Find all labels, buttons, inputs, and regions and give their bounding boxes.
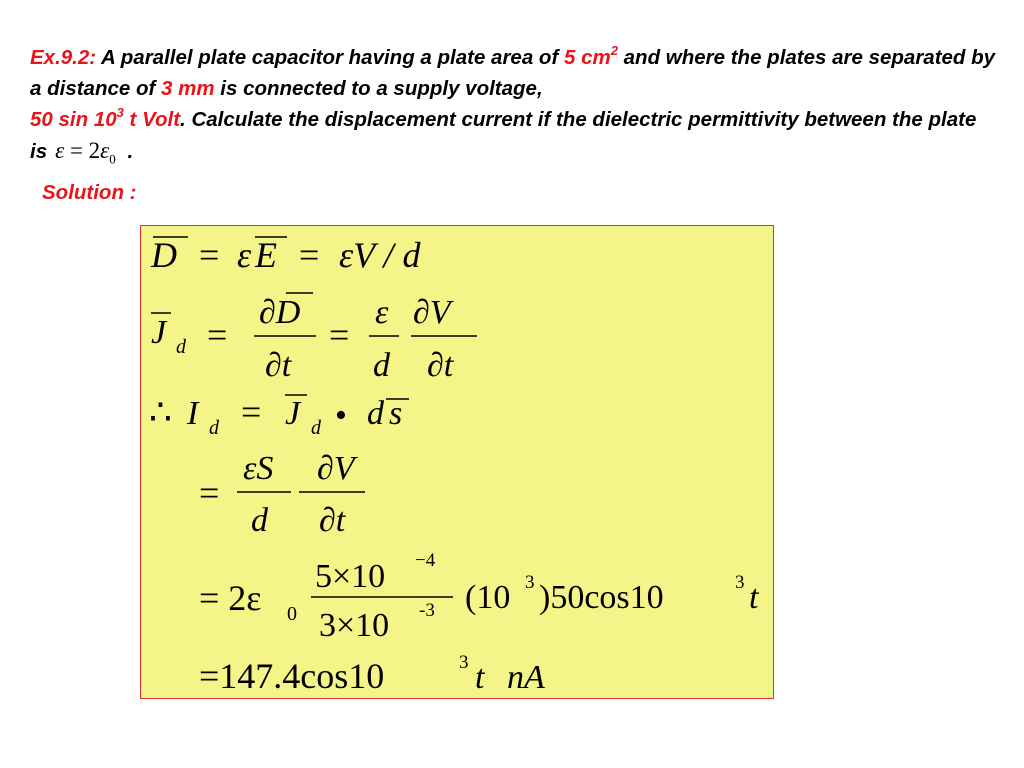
time-variable: t <box>475 659 485 696</box>
d-denominator: d <box>373 347 390 384</box>
problem-text-3: is connected to a supply voltage, <box>214 77 543 100</box>
partial-v-numerator: ∂V <box>317 450 355 487</box>
unit-na: nA <box>507 659 545 696</box>
equals-sign: = <box>199 235 220 275</box>
equals-sign: = <box>329 315 350 355</box>
equals-sign: = <box>299 235 320 275</box>
solution-equations <box>141 226 775 700</box>
partial-t-denominator: ∂t <box>265 347 292 384</box>
equals-sign: = <box>241 392 262 432</box>
problem-statement <box>30 42 1000 175</box>
supply-voltage-value: 50 $\sin 10^3$ t Volt <box>30 105 181 131</box>
problem-text-1: A parallel plate capacitor having a plate area of <box>96 46 564 69</box>
equation-line-3 <box>149 392 409 439</box>
epsilon-numerator: ε <box>375 294 389 331</box>
d-vector: D <box>151 235 177 275</box>
partial-t-denominator: ∂t <box>427 347 454 384</box>
equation-line-6 <box>199 652 545 696</box>
d-denominator: d <box>251 502 268 539</box>
distance-denominator: 3×10 <box>319 607 390 644</box>
solution-label: Solution : <box>42 181 137 204</box>
omega-factor: (10 <box>465 579 511 616</box>
amplitude-cos-term: )50cos10 <box>539 579 664 616</box>
cos-exponent: 3 <box>735 572 745 593</box>
subscript-d: d <box>176 336 186 358</box>
partial-v-numerator: ∂V <box>413 294 451 331</box>
equals-sign: = <box>207 315 228 355</box>
denominator-exponent: -3 <box>419 600 435 621</box>
equation-line-1 <box>150 235 422 275</box>
subscript-zero: 0 <box>287 603 297 625</box>
subscript-d: d <box>311 417 321 439</box>
equals-sign: = <box>199 473 220 513</box>
j-vector: J <box>151 314 167 351</box>
differential-d: d <box>367 395 384 432</box>
eps-s-numerator: εS <box>243 450 274 487</box>
separation-value: 3 mm <box>161 77 215 100</box>
numerator-exponent: −4 <box>415 550 436 571</box>
equation-line-5 <box>199 550 760 644</box>
result-value: =147.4cos10 <box>199 656 385 696</box>
solution-box <box>140 225 774 699</box>
equation-line-4 <box>199 450 365 539</box>
omega-exponent: 3 <box>525 572 535 593</box>
therefore-symbol: ∴ <box>149 392 172 432</box>
example-label: Ex.9.2: <box>30 46 97 69</box>
partial-d-numerator: ∂D <box>259 294 301 331</box>
j-vector: J <box>285 395 301 432</box>
epsilon-symbol: ε <box>237 235 252 275</box>
e-vector: E <box>255 235 277 275</box>
problem-text-4: . Calculate the displacement current if the dielectric permittivity between the plate is <box>30 108 977 163</box>
area-numerator: 5×10 <box>315 558 386 595</box>
partial-t-denominator: ∂t <box>319 502 346 539</box>
s-vector: s <box>389 395 403 432</box>
plate-area-value: 5 $cm^2$ <box>563 43 618 69</box>
permittivity-equation: $\varepsilon = 2\varepsilon_0$ <box>55 138 116 167</box>
problem-text-5: . <box>121 140 134 163</box>
problem-text-2: and where the plates are separated by a distance of <box>30 46 996 100</box>
two-epsilon-term: = 2ε <box>199 578 262 618</box>
time-variable: t <box>749 579 759 616</box>
dot-product-symbol: • <box>335 397 347 434</box>
equation-line-2 <box>151 293 477 384</box>
result-exponent: 3 <box>459 652 469 673</box>
current-i: I <box>187 395 199 432</box>
eps-v-over-d: εV / d <box>339 235 421 275</box>
subscript-d: d <box>209 417 219 439</box>
